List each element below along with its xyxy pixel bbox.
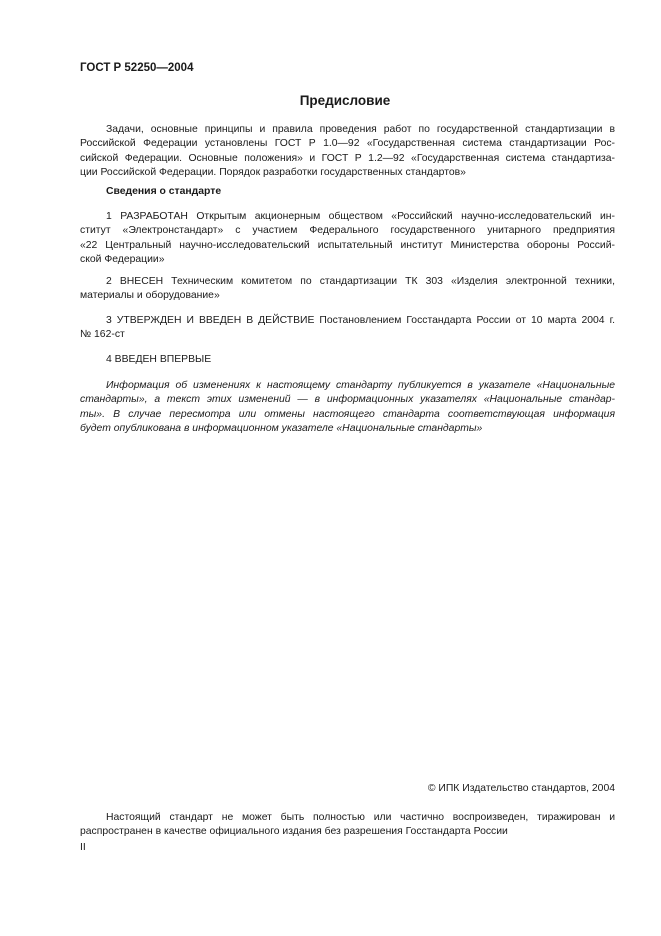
- item-line: 2 ВНЕСЕН Техническим комитетом по стандартизации ТК 303 «Изделия электронной техники,: [106, 276, 615, 287]
- item-line: 3 УТВЕРЖДЕН И ВВЕДЕН В ДЕЙСТВИЕ Постановлением Госстандарта России от 10 марта 2004 г.: [106, 315, 615, 326]
- notice-paragraph: [80, 379, 615, 436]
- page-number: II: [80, 842, 86, 853]
- info-heading: Сведения о стандарте: [106, 186, 222, 197]
- intro-line: Задачи, основные принципы и правила проведения работ по государственной стандартизации в: [106, 124, 615, 135]
- intro-line: сийской Федерации. Основные положения» и ГОСТ Р 1.2—92 «Государственная система стандартиза-: [80, 152, 615, 164]
- item-line: ститут «Электронстандарт» с участием Федерального государственного унитарного предприятия: [80, 225, 615, 237]
- item-line: ской Федерации»: [80, 253, 165, 265]
- item-line: материалы и оборудование»: [80, 290, 220, 302]
- item-line: 1 РАЗРАБОТАН Открытым акционерным обществом «Российский научно-исследовательский ин-: [106, 211, 615, 222]
- notice-line: Информация об изменениях к настоящему стандарту публикуется в указателе «Национальные: [106, 380, 615, 391]
- item-approved: [80, 314, 615, 343]
- page-title: Предисловие: [299, 93, 391, 108]
- intro-line: ции Российской Федерации. Порядок разработки государственных стандартов»: [80, 166, 466, 178]
- reproduction-line: распространен в качестве официального издания без разрешения Госстандарта России: [80, 826, 508, 838]
- item-first-introduced: [80, 353, 615, 367]
- notice-line: будет опубликована в информационном указателе «Национальные стандарты»: [80, 422, 483, 434]
- intro-line: Российской Федерации установлены ГОСТ Р 1.0—92 «Государственная система стандартизации Рос-: [80, 138, 615, 150]
- reproduction-notice: [80, 811, 615, 840]
- item-line: 4 ВВЕДЕН ВПЕРВЫЕ: [106, 354, 212, 365]
- item-line: № 162-ст: [80, 329, 125, 341]
- notice-line: ты». В случае пересмотра или отмены настоящего стандарта соответствующая информация: [80, 408, 615, 420]
- item-developed: [80, 210, 615, 267]
- reproduction-line: Настоящий стандарт не может быть полностью или частично воспроизведен, тиражирован и: [106, 812, 615, 823]
- notice-line: стандарты», а текст этих изменений — в информационных указателях «Национальные стандар-: [80, 394, 615, 406]
- item-introduced: [80, 275, 615, 304]
- document-code: ГОСТ Р 52250—2004: [80, 62, 194, 74]
- item-line: «22 Центральный научно-исследовательский испытательный институт Министерства обороны Россий-: [80, 239, 615, 251]
- intro-paragraph: [80, 123, 615, 180]
- copyright-notice: © ИПК Издательство стандартов, 2004: [427, 783, 615, 794]
